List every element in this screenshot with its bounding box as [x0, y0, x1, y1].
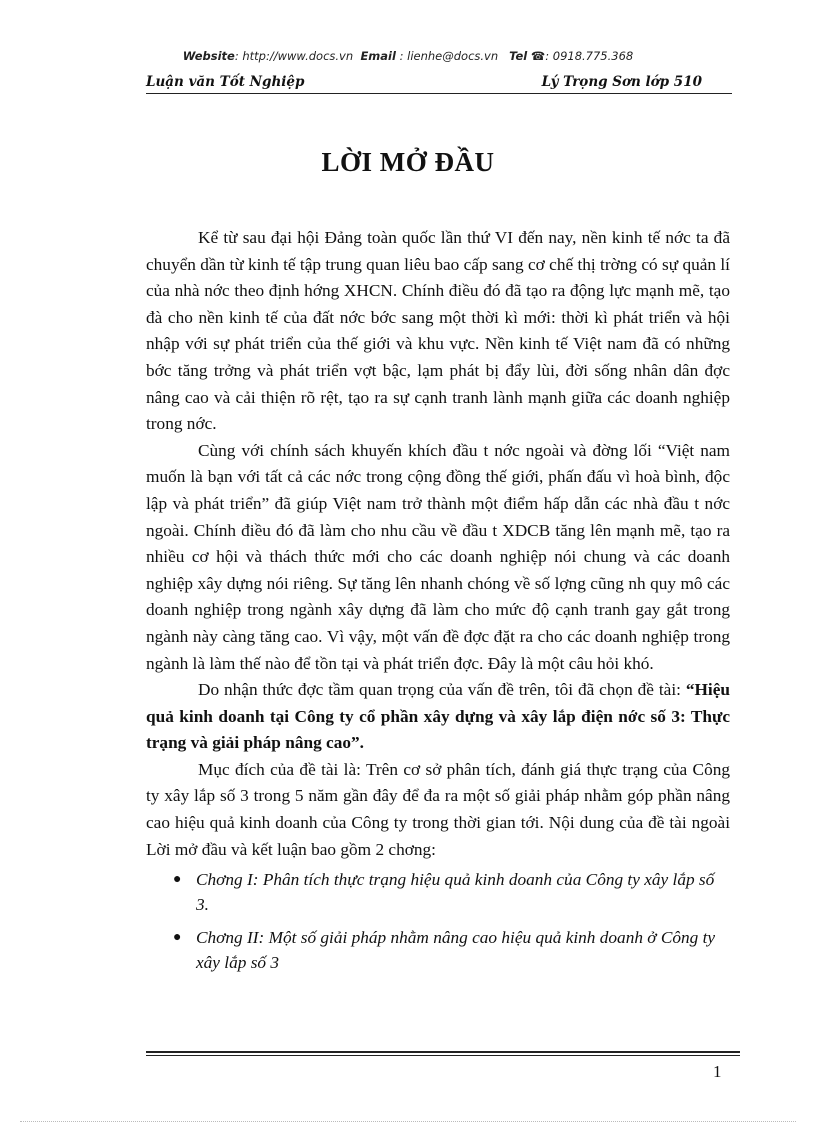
- tel-label: Tel: [509, 49, 528, 63]
- document-body: [146, 225, 730, 983]
- website-value: : http://www.docs.vn: [234, 49, 354, 63]
- bullet-icon: ●: [173, 930, 182, 946]
- page-edge-dots: [20, 1121, 796, 1122]
- topic-lead: Do nhận thức đợc tầm quan trọng của vấn đề trên, tôi đã chọn đề tài:: [198, 680, 686, 700]
- email-value: : lienhe@docs.vn: [399, 49, 499, 63]
- chapter-list: [146, 867, 730, 975]
- website-line: [0, 49, 816, 63]
- page-number: 1: [713, 1062, 722, 1081]
- paragraph-1: Kể từ sau đại hội Đảng toàn quốc lần thứ VI đến nay, nền kinh tế nớc ta đã chuyển dần từ kinh tế tập trung quan liêu bao cấp sang cơ chế thị trờng có sự quản lí của nhà nớc theo định hớng XHCN. Chính điều đó đã tạo ra động lực mạnh mẽ, tạo đà cho nền kinh tế của đất nớc bớc sang một thời kì mới: thời kì phát triển và hội nhập với sự phát triển của thế giới và khu vực. Nền kinh tế Việt nam đã có những bớc tăng trởng và phát triển vợt bậc, lạm phát bị đẩy lùi, đời sống nhân dân đợc nâng cao và cải thiện rõ rệt, tạo ra sự cạnh tranh lành mạnh giữa các doanh nghiệp trong nớc.: [146, 228, 730, 434]
- email-label: Email: [360, 49, 396, 63]
- header-rule: [146, 93, 732, 94]
- bullet-icon: ●: [173, 872, 182, 888]
- tel-value: : 0918.775.368: [545, 49, 634, 63]
- page-title: LỜI MỞ ĐẦU: [321, 147, 495, 177]
- footer-rule-thick: [146, 1051, 740, 1053]
- phone-icon: ☎: [530, 49, 546, 63]
- purpose-paragraph: Mục đích của đề tài là: Trên cơ sở phân tích, đánh giá thực trạng của Công ty xây lắp số 3 trong 5 năm gần đây để đa ra một số giải pháp nhằm góp phần nâng cao hiệu quả kinh doanh của Công ty trong thời gian tới. Nội dung của đề tài ngoài Lời mở đầu và kết luận bao gồm 2 chơng:: [146, 759, 730, 859]
- header-right-title: Lý Trọng Sơn lớp 510: [541, 74, 702, 90]
- header-left-title: Luận văn Tốt Nghiệp: [146, 74, 305, 90]
- list-item: [146, 925, 730, 975]
- chapter-2: Chơng II: Một số giải pháp nhằm nâng cao hiệu quả kinh doanh ở Công ty xây lắp số 3: [196, 928, 716, 973]
- topic-name: “Hiệu quả kinh doanh tại Công ty cổ phần xây dựng và xây lắp điện nớc số 3: Thực trạng và giải pháp nâng cao”.: [146, 680, 730, 753]
- chapter-1: Chơng I: Phân tích thực trạng hiệu quả kinh doanh của Công ty xây lắp số 3.: [196, 870, 715, 915]
- list-item: [146, 867, 730, 917]
- footer-rule-thin: [146, 1055, 740, 1056]
- running-header: [146, 74, 732, 92]
- topic-paragraph: [146, 677, 730, 757]
- website-label: Website: [182, 49, 235, 63]
- paragraph-2: Cùng với chính sách khuyến khích đầu t nớc ngoài và đờng lối “Việt nam muốn là bạn với tất cả các nớc trong cộng đồng thế giới, phấn đấu vì hoà bình, độc lập và phát triển” đã giúp Việt nam trở thành một điểm hấp dẫn các nhà đầu t nớc ngoài. Chính điều đó đã làm cho nhu cầu về đầu t XDCB tăng lên mạnh mẽ, tạo ra nhiều cơ hội và thách thức mới cho các doanh nghiệp nói chung và các doanh nghiệp xây dựng nói riêng. Sự tăng lên nhanh chóng về số lợng cũng nh quy mô các doanh nghiệp trong ngành xây dựng đã làm cho mức độ cạnh tranh gay gắt trong ngành này càng tăng cao. Vì vậy, một vấn đề đợc đặt ra cho các doanh nghiệp trong ngành là làm thế nào để tồn tại và phát triển đợc. Đây là một câu hỏi khó.: [146, 440, 730, 673]
